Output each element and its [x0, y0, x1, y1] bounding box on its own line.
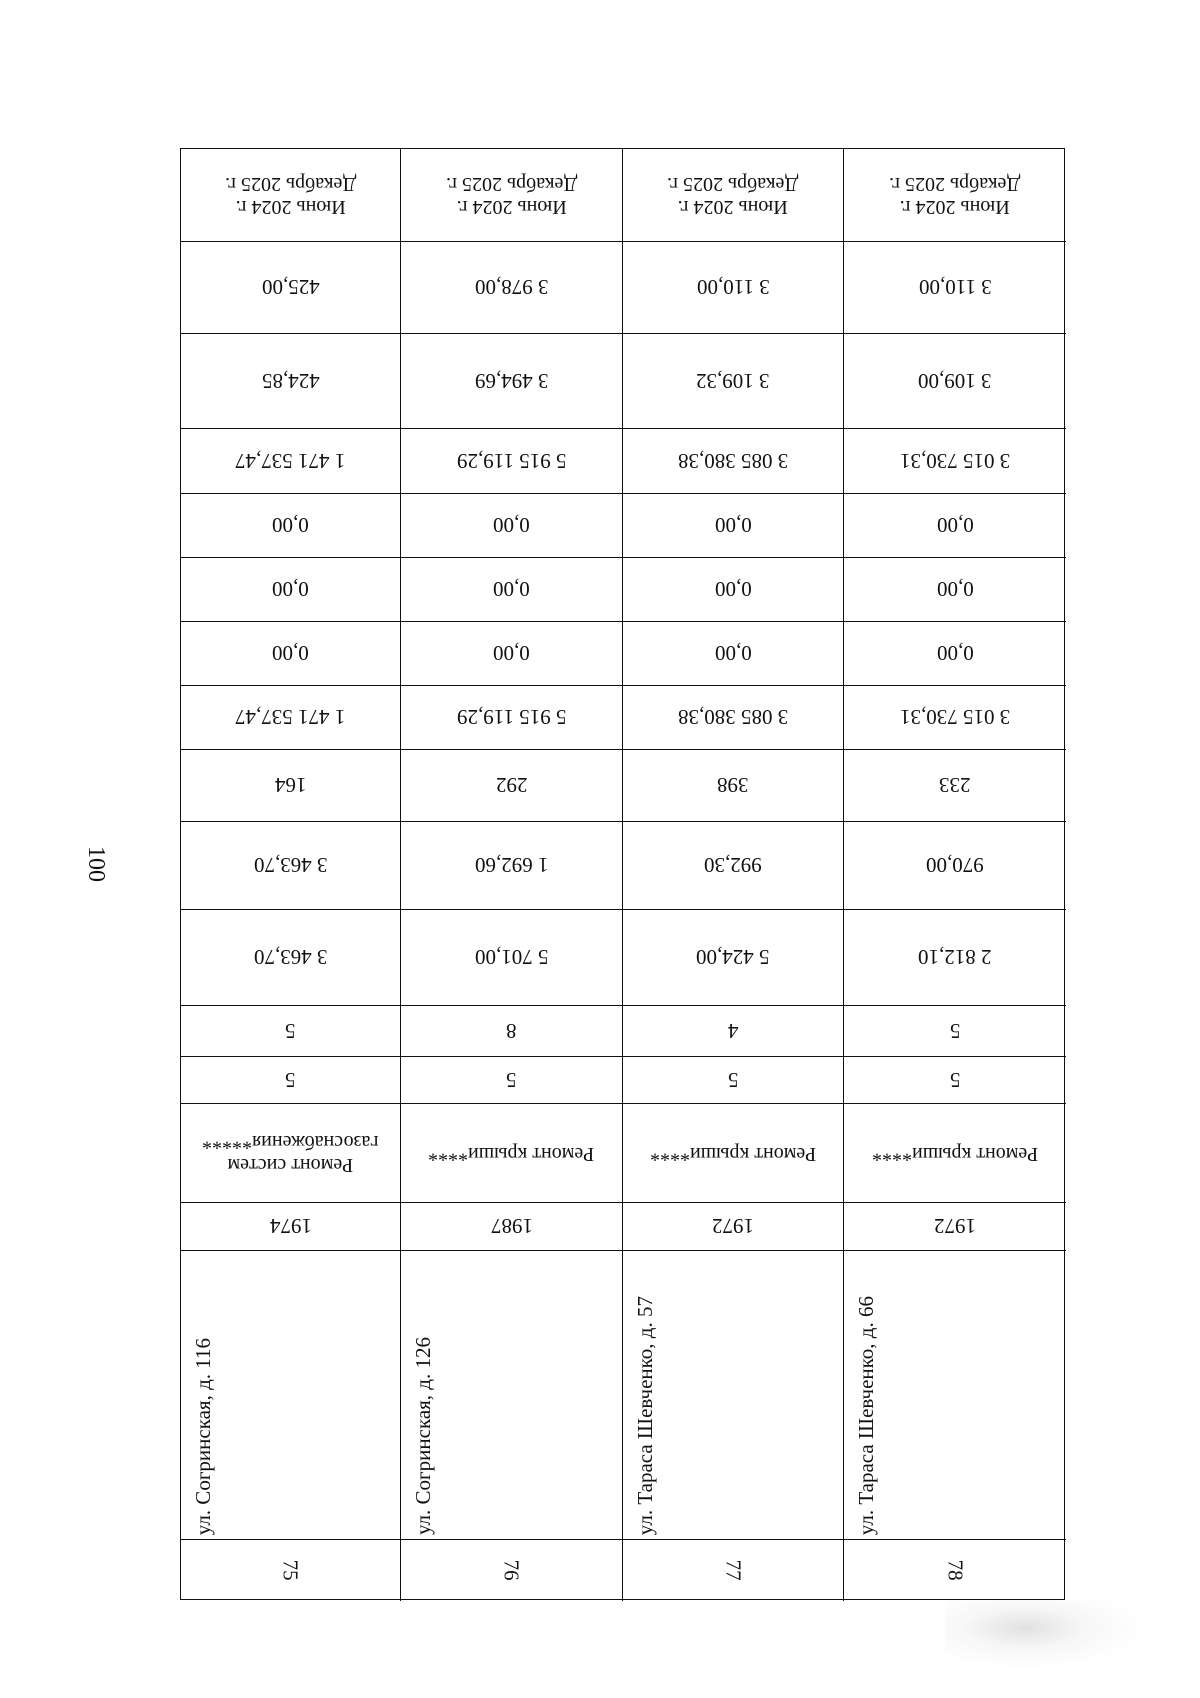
value-cell	[401, 558, 623, 622]
value-text: 164	[274, 773, 307, 798]
period-start: Июнь 2024 г.	[899, 196, 1011, 218]
value-text: 5	[949, 1068, 961, 1093]
value-cell	[623, 1006, 844, 1057]
value-cell	[181, 750, 401, 822]
period-start: Июнь 2024 г.	[456, 196, 567, 218]
value-text: 3 110,00	[918, 275, 992, 300]
work-type-line: Ремонт крыши****	[871, 1142, 1039, 1165]
value-cell	[401, 910, 623, 1006]
year-text: 1987	[490, 1214, 533, 1239]
value-text: 4	[727, 1019, 739, 1044]
row-number-cell	[844, 1540, 1066, 1601]
period-cell	[401, 149, 623, 242]
period-start: Июнь 2024 г.	[235, 196, 346, 218]
period-cell	[844, 149, 1066, 242]
period-end: Декабрь 2025 г.	[445, 173, 578, 195]
address-cell	[401, 1251, 623, 1540]
value-text: 5 701,00	[474, 945, 549, 970]
value-text: 0,00	[272, 513, 309, 538]
value-cell	[181, 1006, 401, 1057]
value-text: 5 424,00	[696, 945, 770, 970]
address-text: ул. Согринская, д. 116	[191, 1337, 215, 1535]
value-cell	[623, 242, 844, 334]
value-cell	[844, 334, 1066, 429]
value-text: 1 471 537,47	[235, 705, 346, 730]
value-cell	[181, 622, 401, 686]
value-text: 1 692,60	[474, 853, 549, 878]
value-text: 3 015 730,31	[899, 449, 1011, 474]
row-number: 75	[278, 1559, 303, 1581]
value-cell	[401, 822, 623, 910]
value-text: 0,00	[714, 577, 752, 602]
value-cell	[401, 242, 623, 334]
value-text: 3 015 730,31	[899, 705, 1011, 730]
period-cell	[181, 149, 401, 242]
year-text: 1972	[934, 1214, 976, 1239]
value-text: 3 494,69	[474, 369, 549, 394]
value-cell	[181, 429, 401, 494]
value-text: 1 471 537,47	[235, 449, 346, 474]
value-text: 2 812,10	[918, 945, 992, 970]
value-cell	[181, 558, 401, 622]
address-cell	[181, 1251, 401, 1540]
work-type-cell	[401, 1104, 623, 1203]
value-cell	[401, 1006, 623, 1057]
value-cell	[401, 1057, 623, 1104]
value-cell	[623, 750, 844, 822]
row-number-cell	[181, 1540, 401, 1601]
value-text: 0,00	[936, 577, 974, 602]
period-end: Декабрь 2025 г.	[889, 173, 1021, 195]
value-cell	[181, 242, 401, 334]
value-text: 233	[939, 773, 971, 798]
value-cell	[401, 622, 623, 686]
value-cell	[844, 750, 1066, 822]
value-text: 0,00	[714, 641, 752, 666]
value-text: 3 463,70	[253, 853, 328, 878]
value-cell	[401, 686, 623, 750]
value-text: 3 978,00	[474, 275, 549, 300]
address-text: ул. Согринская, д. 126	[411, 1336, 435, 1535]
value-text: 3 109,32	[696, 369, 770, 394]
value-text: 5	[727, 1068, 739, 1093]
year-text: 1972	[712, 1214, 754, 1239]
value-cell	[623, 686, 844, 750]
period-end: Декабрь 2025 г.	[224, 173, 357, 195]
value-text: 424,85	[261, 369, 320, 394]
value-cell	[623, 494, 844, 558]
period-cell	[623, 149, 844, 242]
value-text: 5 915 119,29	[456, 449, 567, 474]
work-type-line: Ремонт крыши****	[428, 1142, 595, 1165]
value-cell	[623, 558, 844, 622]
value-cell	[181, 686, 401, 750]
year-cell	[844, 1203, 1066, 1251]
value-text: 3 110,00	[696, 275, 770, 300]
value-cell	[844, 686, 1066, 750]
year-text: 1974	[269, 1214, 312, 1239]
value-text: 425,00	[261, 275, 320, 300]
value-text: 0,00	[272, 577, 309, 602]
value-cell	[844, 622, 1066, 686]
value-text: 992,30	[704, 853, 762, 878]
value-cell	[401, 494, 623, 558]
page-number: 100	[83, 846, 110, 882]
year-cell	[401, 1203, 623, 1251]
value-cell	[181, 910, 401, 1006]
value-text: 0,00	[714, 513, 752, 538]
row-number: 78	[943, 1559, 968, 1581]
row-number-cell	[623, 1540, 844, 1601]
value-cell	[181, 334, 401, 429]
value-cell	[401, 750, 623, 822]
value-text: 3 085 380,38	[677, 705, 789, 730]
work-type-cell	[844, 1104, 1066, 1203]
value-cell	[844, 242, 1066, 334]
value-text: 8	[506, 1019, 517, 1044]
value-cell	[844, 429, 1066, 494]
year-cell	[181, 1203, 401, 1251]
capital-repair-table	[180, 148, 1065, 1600]
period-start: Июнь 2024 г.	[677, 196, 789, 218]
scan-artifact	[945, 1600, 1145, 1670]
value-cell	[623, 910, 844, 1006]
work-type-line: Ремонт систем	[227, 1154, 354, 1176]
value-text: 970,00	[926, 853, 984, 878]
address-cell	[844, 1251, 1066, 1540]
value-text: 0,00	[493, 513, 530, 538]
value-text: 5	[285, 1019, 296, 1044]
value-text: 0,00	[493, 641, 530, 666]
value-cell	[623, 822, 844, 910]
row-number: 76	[499, 1559, 524, 1581]
value-text: 0,00	[936, 513, 974, 538]
value-text: 5	[949, 1019, 961, 1044]
value-cell	[844, 1006, 1066, 1057]
value-cell	[181, 1057, 401, 1104]
value-cell	[844, 822, 1066, 910]
value-text: 398	[717, 773, 749, 798]
value-text: 5 915 119,29	[456, 705, 567, 730]
address-text: ул. Тараса Шевченко, д. 66	[854, 1295, 878, 1535]
value-text: 3 109,00	[918, 369, 992, 394]
row-number: 77	[721, 1559, 746, 1581]
value-cell	[401, 334, 623, 429]
work-type-line: Ремонт крыши****	[649, 1142, 817, 1165]
value-cell	[623, 1057, 844, 1104]
value-cell	[844, 494, 1066, 558]
value-cell	[401, 429, 623, 494]
value-text: 3 085 380,38	[677, 449, 789, 474]
value-text: 0,00	[493, 577, 530, 602]
value-text: 3 463,70	[253, 945, 328, 970]
period-end: Декабрь 2025 г.	[667, 173, 799, 195]
address-cell	[623, 1251, 844, 1540]
value-text: 0,00	[936, 641, 974, 666]
value-text: 5	[285, 1068, 296, 1093]
work-type-cell	[623, 1104, 844, 1203]
row-number-cell	[401, 1540, 623, 1601]
value-text: 292	[495, 773, 528, 798]
work-type-line: газоснабжения*****	[202, 1131, 379, 1153]
value-cell	[844, 558, 1066, 622]
year-cell	[623, 1203, 844, 1251]
work-type-cell	[181, 1104, 401, 1203]
value-cell	[181, 822, 401, 910]
value-cell	[844, 910, 1066, 1006]
value-cell	[623, 429, 844, 494]
value-text: 0,00	[272, 641, 309, 666]
value-cell	[623, 622, 844, 686]
value-text: 5	[506, 1068, 517, 1093]
value-cell	[181, 494, 401, 558]
address-text: ул. Тараса Шевченко, д. 57	[633, 1295, 657, 1535]
value-cell	[623, 334, 844, 429]
value-cell	[844, 1057, 1066, 1104]
